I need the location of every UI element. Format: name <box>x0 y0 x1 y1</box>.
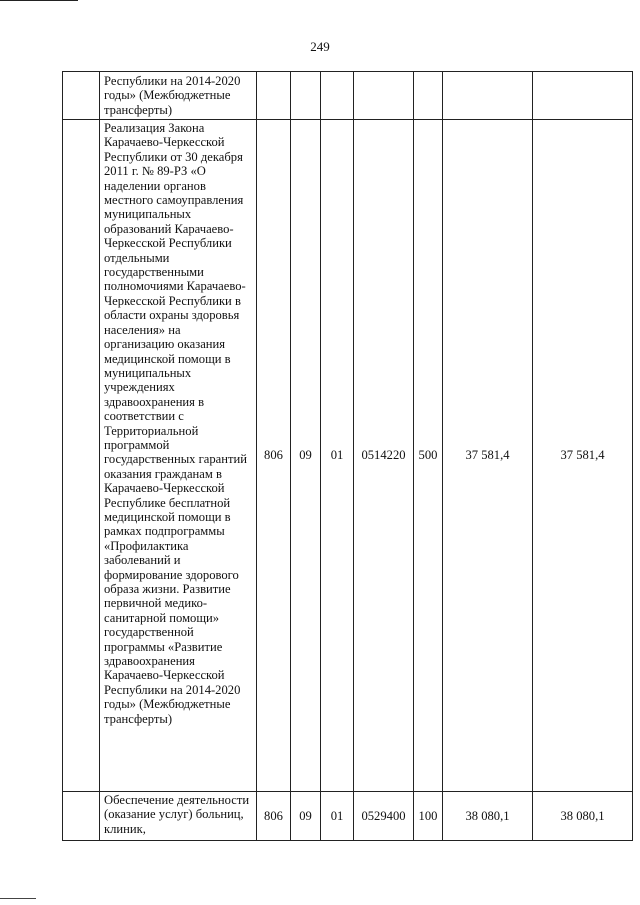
subsection-code-cell: 01 <box>321 120 354 792</box>
subsection-code-cell <box>321 72 354 120</box>
table-row <box>63 792 633 841</box>
amount-cell: 38 080,1 <box>533 792 633 841</box>
amount-cell: 38 080,1 <box>443 792 533 841</box>
ministry-code-cell <box>257 72 291 120</box>
table-row <box>63 120 633 792</box>
target-article-cell: 0514220 <box>354 120 414 792</box>
ministry-code-cell: 806 <box>257 792 291 841</box>
bottom-edge-mark <box>0 898 36 899</box>
expense-type-cell: 100 <box>414 792 443 841</box>
amount-cell <box>443 72 533 120</box>
amount-cell <box>533 72 633 120</box>
target-article-cell: 0529400 <box>354 792 414 841</box>
amount-cell: 37 581,4 <box>533 120 633 792</box>
page-number: 249 <box>310 39 330 54</box>
row-number-cell <box>63 792 100 841</box>
target-article-cell <box>354 72 414 120</box>
description-cell: Обеспечение деятельности (оказание услуг) больниц, клиник, <box>100 792 257 841</box>
top-corner-rule <box>0 0 78 1</box>
description-cell: Республики на 2014-2020 годы» (Межбюджетные трансферты) <box>100 72 257 120</box>
description-cell: Реализация Закона Карачаево-Черкесской Республики от 30 декабря 2011 г. № 89-РЗ «О наделении органов местного самоуправления муниципальных образований Карачаево-Черкесской Республики отдельными государственными полномочиями Карачаево-Черкесской Республики в области охраны здоровья населения» на организацию оказания медицинской помощи в муниципальных учреждениях здравоохранения в соответствии с Территориальной программой государственных гарантий оказания гражданам в Карачаево-Черкесской Республике бесплатной медицинской помощи в рамках подпрограммы «Профилактика заболеваний и формирование здорового образа жизни. Развитие первичной медико-санитарной помощи» государственной программы «Развитие здравоохранения Карачаево-Черкесской Республики на 2014-2020 годы» (Межбюджетные трансферты) <box>100 120 257 792</box>
row-number-cell <box>63 72 100 120</box>
section-code-cell <box>291 72 321 120</box>
amount-cell: 37 581,4 <box>443 120 533 792</box>
ministry-code-cell: 806 <box>257 120 291 792</box>
section-code-cell: 09 <box>291 792 321 841</box>
row-number-cell <box>63 120 100 792</box>
budget-table <box>62 71 633 841</box>
section-code-cell: 09 <box>291 120 321 792</box>
table-row <box>63 72 633 120</box>
subsection-code-cell: 01 <box>321 792 354 841</box>
expense-type-cell: 500 <box>414 120 443 792</box>
expense-type-cell <box>414 72 443 120</box>
